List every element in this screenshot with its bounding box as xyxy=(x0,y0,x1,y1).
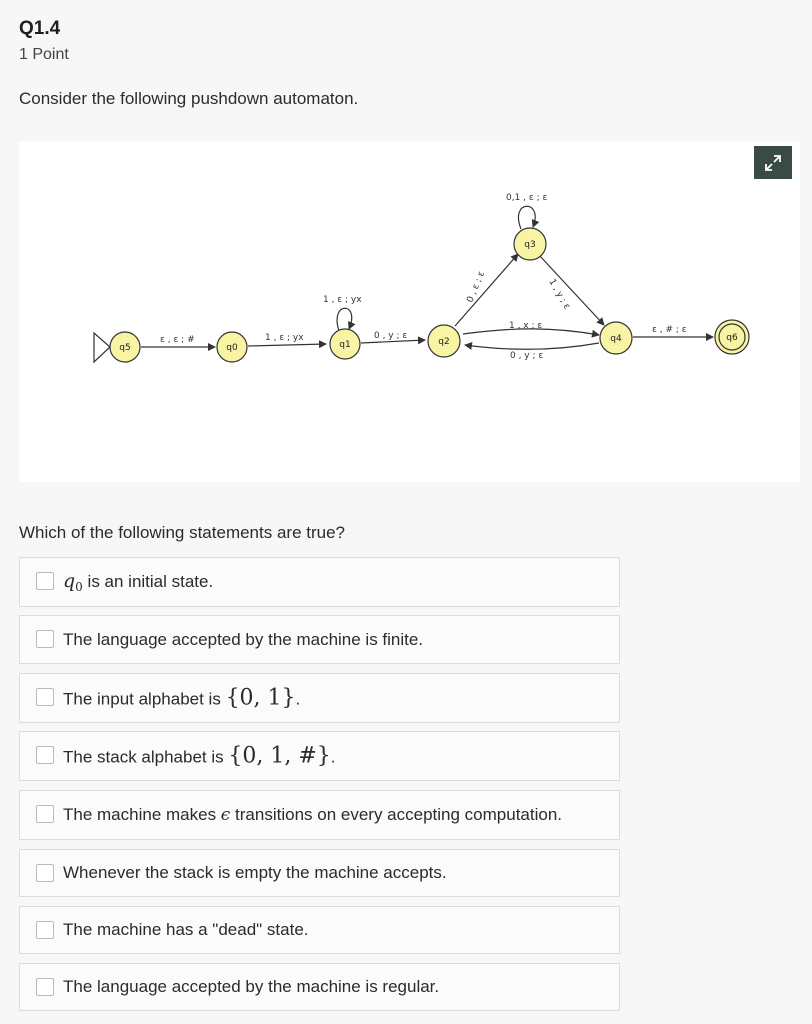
option-label: The machine makes ϵ transitions on every accepting computation. xyxy=(63,805,563,825)
edge-q2-q3 xyxy=(455,254,518,326)
state-q2 xyxy=(428,325,460,357)
option-empty-stack-accepts[interactable] xyxy=(19,849,620,897)
option-input-alphabet[interactable] xyxy=(19,673,620,723)
option-stack-alphabet[interactable] xyxy=(19,731,620,781)
svg-text:q1: q1 xyxy=(339,340,351,350)
state-q3 xyxy=(514,228,546,260)
option-label: The stack alphabet is {0, 1, #}. xyxy=(63,743,336,769)
label-q3-q4: 1 , y ; ε xyxy=(546,277,572,312)
option-label: The machine has a "dead" state. xyxy=(63,920,309,939)
option-language-finite[interactable] xyxy=(19,615,620,664)
pda-diagram xyxy=(19,141,800,482)
checkbox[interactable] xyxy=(36,746,54,764)
option-label: The language accepted by the machine is regular. xyxy=(63,977,440,996)
option-language-regular[interactable] xyxy=(19,963,620,1011)
option-epsilon-transitions[interactable] xyxy=(19,790,620,840)
question-title: Q1.4 xyxy=(19,18,61,39)
option-dead-state[interactable] xyxy=(19,906,620,954)
pda-diagram-svg xyxy=(19,141,800,482)
option-label: The language accepted by the machine is finite. xyxy=(63,629,424,649)
checkbox[interactable] xyxy=(36,864,54,882)
label-q5-q0: ε , ε ; # xyxy=(160,335,195,345)
checkbox[interactable] xyxy=(36,978,54,996)
state-q6-accepting xyxy=(715,320,749,354)
expand-image-button[interactable] xyxy=(754,146,792,179)
edge-q0-q1 xyxy=(248,344,326,346)
label-q4-q6: ε , # ; ε xyxy=(652,325,687,335)
label-q2-q4: 1 , x ; ε xyxy=(509,321,543,331)
question-points: 1 Point xyxy=(19,46,69,63)
state-q4 xyxy=(600,322,632,354)
question-prompt: Consider the following pushdown automaton. xyxy=(19,89,359,108)
svg-text:q5: q5 xyxy=(119,343,131,353)
checkbox[interactable] xyxy=(36,630,54,648)
option-q0-initial-state[interactable] xyxy=(19,557,620,607)
edge-q3-loop xyxy=(518,206,535,229)
label-q1-q2: 0 , y ; ε xyxy=(374,331,408,341)
svg-text:q4: q4 xyxy=(610,334,622,344)
svg-text:q0: q0 xyxy=(226,343,238,353)
start-arrow xyxy=(94,333,110,362)
statements-question: Which of the following statements are true? xyxy=(19,523,345,542)
expand-arrows-icon xyxy=(764,154,782,172)
edge-q4-q2 xyxy=(465,343,599,349)
svg-text:q6: q6 xyxy=(726,333,738,343)
checkbox[interactable] xyxy=(36,805,54,823)
checkbox[interactable] xyxy=(36,572,54,590)
state-q5 xyxy=(110,332,140,362)
label-q1-loop: 1 , ε ; yx xyxy=(323,295,362,305)
option-label: $q_0$ is an initial state. xyxy=(63,569,214,595)
checkbox[interactable] xyxy=(36,688,54,706)
edge-q1-loop xyxy=(337,308,352,331)
state-q0 xyxy=(217,332,247,362)
svg-text:q2: q2 xyxy=(438,337,450,347)
checkbox[interactable] xyxy=(36,921,54,939)
svg-text:q3: q3 xyxy=(524,240,536,250)
option-label: Whenever the stack is empty the machine accepts. xyxy=(63,863,447,882)
label-q0-q1: 1 , ε ; yx xyxy=(265,333,304,343)
option-label: The input alphabet is {0, 1}. xyxy=(63,685,301,711)
label-q2-q3: 0 , ε ; ε xyxy=(465,269,488,305)
state-q1 xyxy=(330,329,360,359)
label-q3-loop: 0,1 , ε ; ε xyxy=(506,193,548,203)
edge-q3-q4 xyxy=(539,255,604,325)
label-q4-q2: 0 , y ; ε xyxy=(510,351,544,361)
